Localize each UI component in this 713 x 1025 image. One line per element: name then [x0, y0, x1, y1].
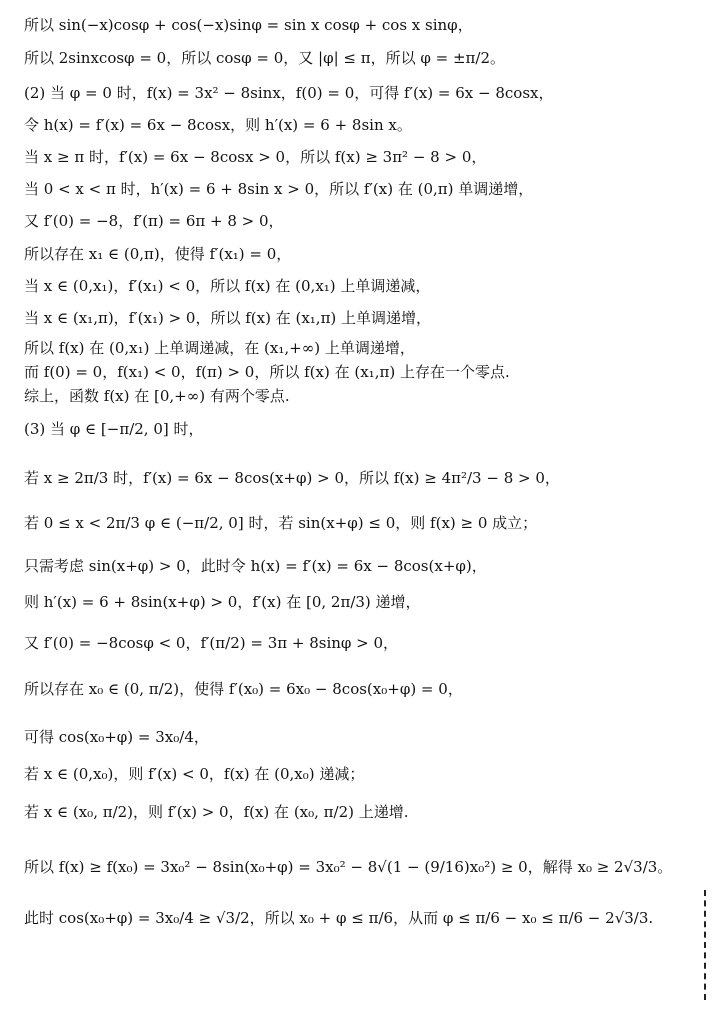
solution-line-7: 又 f′(0) = −8，f′(π) = 6π + 8 > 0， [24, 212, 284, 230]
solution-line-13: 综上，函数 f(x) 在 [0,+∞) 有两个零点. [24, 387, 290, 405]
solution-line-20: 所以存在 x₀ ∈ (0, π/2)，使得 f′(x₀) = 6x₀ − 8cos(x₀+φ) = 0， [24, 680, 463, 698]
solution-line-10: 当 x ∈ (x₁,π)，f′(x₁) > 0，所以 f(x) 在 (x₁,π) 上单调递增， [24, 309, 432, 327]
solution-line-15: 若 x ≥ 2π/3 时，f′(x) = 6x − 8cos(x+φ) > 0，所以 f(x) ≥ 4π²/3 − 8 > 0， [24, 469, 560, 487]
margin-cut-line [704, 890, 706, 1000]
solution-line-22: 若 x ∈ (0,x₀)，则 f′(x) < 0，f(x) 在 (0,x₀) 递减； [24, 765, 365, 783]
solution-line-12: 而 f(0) = 0，f(x₁) < 0，f(π) > 0，所以 f(x) 在 (x₁,π) 上存在一个零点. [24, 363, 510, 381]
solution-line-1: 所以 sin(−x)cosφ + cos(−x)sinφ = sin x cosφ + cos x sinφ， [24, 16, 473, 34]
solution-line-8: 所以存在 x₁ ∈ (0,π)，使得 f′(x₁) = 0， [24, 245, 292, 263]
solution-line-6: 当 0 < x < π 时，h′(x) = 6 + 8sin x > 0，所以 f′(x) 在 (0,π) 单调递增， [24, 180, 534, 198]
solution-line-25: 此时 cos(x₀+φ) = 3x₀/4 ≥ √3/2，所以 x₀ + φ ≤ π/6，从而 φ ≤ π/6 − x₀ ≤ π/6 − 2√3/3. [24, 909, 654, 927]
solution-line-21: 可得 cos(x₀+φ) = 3x₀/4， [24, 728, 209, 746]
solution-line-4: 令 h(x) = f′(x) = 6x − 8cosx，则 h′(x) = 6 + 8sin x。 [24, 116, 412, 134]
solution-line-14: (3) 当 φ ∈ [−π/2, 0] 时， [24, 420, 204, 438]
solution-line-16: 若 0 ≤ x < 2π/3 φ ∈ (−π/2, 0] 时，若 sin(x+φ) ≤ 0，则 f(x) ≥ 0 成立； [24, 514, 538, 532]
solution-line-17: 只需考虑 sin(x+φ) > 0，此时令 h(x) = f′(x) = 6x − 8cos(x+φ)， [24, 557, 487, 575]
solution-line-18: 则 h′(x) = 6 + 8sin(x+φ) > 0，f′(x) 在 [0, 2π/3) 递增， [24, 593, 421, 611]
solution-line-2: 所以 2sinxcosφ = 0，所以 cosφ = 0，又 |φ| ≤ π，所以 φ = ±π/2。 [24, 49, 505, 67]
solution-line-9: 当 x ∈ (0,x₁)，f′(x₁) < 0，所以 f(x) 在 (0,x₁) 上单调递减， [24, 277, 431, 295]
solution-line-11: 所以 f(x) 在 (0,x₁) 上单调递减，在 (x₁,+∞) 上单调递增， [24, 339, 415, 357]
solution-line-23: 若 x ∈ (x₀, π/2)，则 f′(x) > 0，f(x) 在 (x₀, π/2) 上递增. [24, 803, 409, 821]
solution-line-5: 当 x ≥ π 时，f′(x) = 6x − 8cosx > 0，所以 f(x) ≥ 3π² − 8 > 0， [24, 148, 487, 166]
solution-line-3: (2) 当 φ = 0 时，f(x) = 3x² − 8sinx，f(0) = 0，可得 f′(x) = 6x − 8cosx， [24, 84, 554, 102]
solution-line-24: 所以 f(x) ≥ f(x₀) = 3x₀² − 8sin(x₀+φ) = 3x₀² − 8√(1 − (9/16)x₀²) ≥ 0，解得 x₀ ≥ 2√3/3。 [24, 858, 673, 876]
solution-line-19: 又 f′(0) = −8cosφ < 0，f′(π/2) = 3π + 8sinφ > 0， [24, 634, 399, 652]
